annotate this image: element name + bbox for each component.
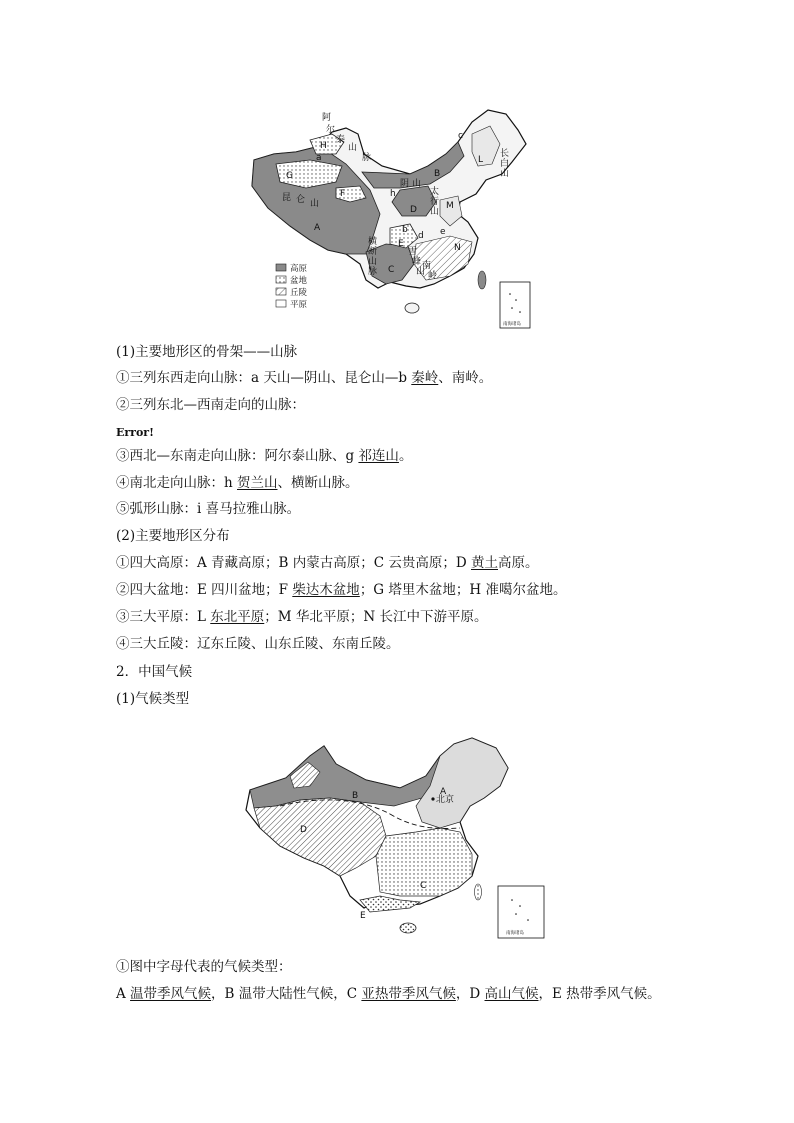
legend-plateau: 高原 — [290, 264, 308, 274]
map1-inset — [500, 282, 530, 328]
s2-title: (2)主要地形区分布 — [116, 528, 230, 544]
s1-item4: ④南北走向山脉：h 贺兰山、横断山脉。 — [116, 475, 359, 491]
map2-label-D: D — [300, 825, 307, 835]
map1-label-A: A — [314, 223, 321, 233]
s2-item1: ①四大高原：A 青藏高原；B 内蒙古高原；C 云贵高原；D 黄土高原。 — [116, 555, 539, 571]
svg-text:脉: 脉 — [368, 267, 378, 277]
map2-label-B: B — [352, 791, 359, 801]
svg-text:岭: 岭 — [428, 271, 438, 281]
map1-label-L: L — [478, 155, 484, 165]
taiwan-island — [478, 271, 486, 289]
s1-item3: ③西北—东南走向山脉：阿尔泰山脉、g 祁连山。 — [116, 448, 413, 464]
svg-text:横: 横 — [368, 237, 378, 247]
svg-text:长: 长 — [500, 149, 510, 159]
legend-hills: 丘陵 — [290, 288, 308, 298]
s2-item2: ②四大盆地：E 四川盆地；F 柴达木盆地；G 塔里木盆地；H 准噶尔盆地。 — [116, 582, 567, 598]
svg-text:阴: 阴 — [400, 179, 410, 189]
map2-label-beijing: 北京 — [436, 795, 455, 805]
terrain-map — [250, 104, 534, 330]
legend-plain: 平原 — [290, 300, 308, 310]
svg-text:山: 山 — [412, 179, 422, 189]
map1-label-D: D — [410, 205, 417, 215]
taiwan-island-2 — [475, 884, 482, 900]
svg-text:行: 行 — [430, 197, 440, 207]
s2-item3: ③三大平原：L 东北平原；M 华北平原；N 长江中下游平原。 — [116, 609, 488, 625]
svg-text:泰: 泰 — [336, 135, 346, 145]
map1-label-N: N — [454, 243, 461, 253]
hainan-island-2 — [400, 923, 416, 933]
map1-inset-label: 南海诸岛 — [503, 322, 521, 327]
svg-text:山: 山 — [500, 169, 510, 179]
map2-label-E: E — [360, 911, 366, 921]
map1-label-B: B — [434, 169, 441, 179]
svg-text:山: 山 — [416, 267, 426, 277]
svg-text:太: 太 — [430, 187, 440, 197]
s1-item2: ②三列东北—西南走向的山脉： — [116, 397, 305, 413]
map1-label-a: a — [316, 153, 322, 163]
s2-item4: ④三大丘陵：辽东丘陵、山东丘陵、东南丘陵。 — [116, 636, 400, 652]
map1-label-c: c — [458, 131, 463, 141]
map2-inset — [498, 886, 544, 938]
map2-label-A: A — [440, 787, 447, 797]
svg-text:峰: 峰 — [412, 257, 422, 267]
map1-label-d: d — [418, 231, 424, 241]
svg-text:山: 山 — [310, 199, 320, 209]
svg-text:昆: 昆 — [282, 193, 292, 203]
svg-text:脉: 脉 — [362, 153, 372, 163]
s1-item1: ①三列东西走向山脉：a 天山—阴山、昆仑山—b 秦岭、南岭。 — [116, 370, 493, 386]
map1-label-G: G — [286, 171, 293, 181]
svg-text:雪: 雪 — [408, 247, 418, 257]
svg-text:断: 断 — [368, 247, 378, 257]
map1-label-F: F — [340, 189, 346, 199]
svg-text:山: 山 — [368, 257, 378, 267]
svg-text:仑: 仑 — [296, 195, 306, 205]
legend-basin: 盆地 — [290, 276, 308, 286]
map1-legend — [276, 263, 308, 310]
map1-label-C: C — [388, 265, 395, 275]
svg-text:南: 南 — [422, 261, 432, 271]
map1-label-H: H — [320, 141, 327, 151]
climate-map — [240, 736, 554, 944]
map1-label-b: b — [402, 225, 408, 235]
svg-text:尔: 尔 — [326, 125, 336, 135]
s1-title: (1)主要地形区的骨架——山脉 — [116, 344, 298, 360]
svg-text:白: 白 — [500, 159, 510, 169]
svg-text:山: 山 — [348, 143, 358, 153]
temperate-continental-zone — [250, 746, 440, 808]
c1-item2: A 温带季风气候，B 温带大陆性气候，C 亚热带季风气候，D 高山气候，E 热带季风气候。 — [116, 986, 661, 1002]
s1-item5: ⑤弧形山脉：i 喜马拉雅山脉。 — [116, 501, 301, 517]
map1-label-E: E — [398, 239, 404, 249]
c1-title: (1)气候类型 — [116, 691, 190, 707]
svg-text:阿: 阿 — [322, 113, 332, 123]
c1-item1: ①图中字母代表的气候类型： — [116, 959, 292, 975]
map2-label-C: C — [420, 881, 427, 891]
section2-heading: 2．中国气候 — [116, 664, 193, 680]
error-text: Error! — [116, 426, 154, 439]
svg-text:山: 山 — [430, 207, 440, 217]
map1-label-h: h — [390, 189, 396, 199]
hainan-island — [405, 303, 419, 313]
map1-label-e: e — [440, 227, 446, 237]
map2-inset-label: 南海诸岛 — [506, 931, 524, 936]
map1-label-M: M — [446, 201, 454, 211]
